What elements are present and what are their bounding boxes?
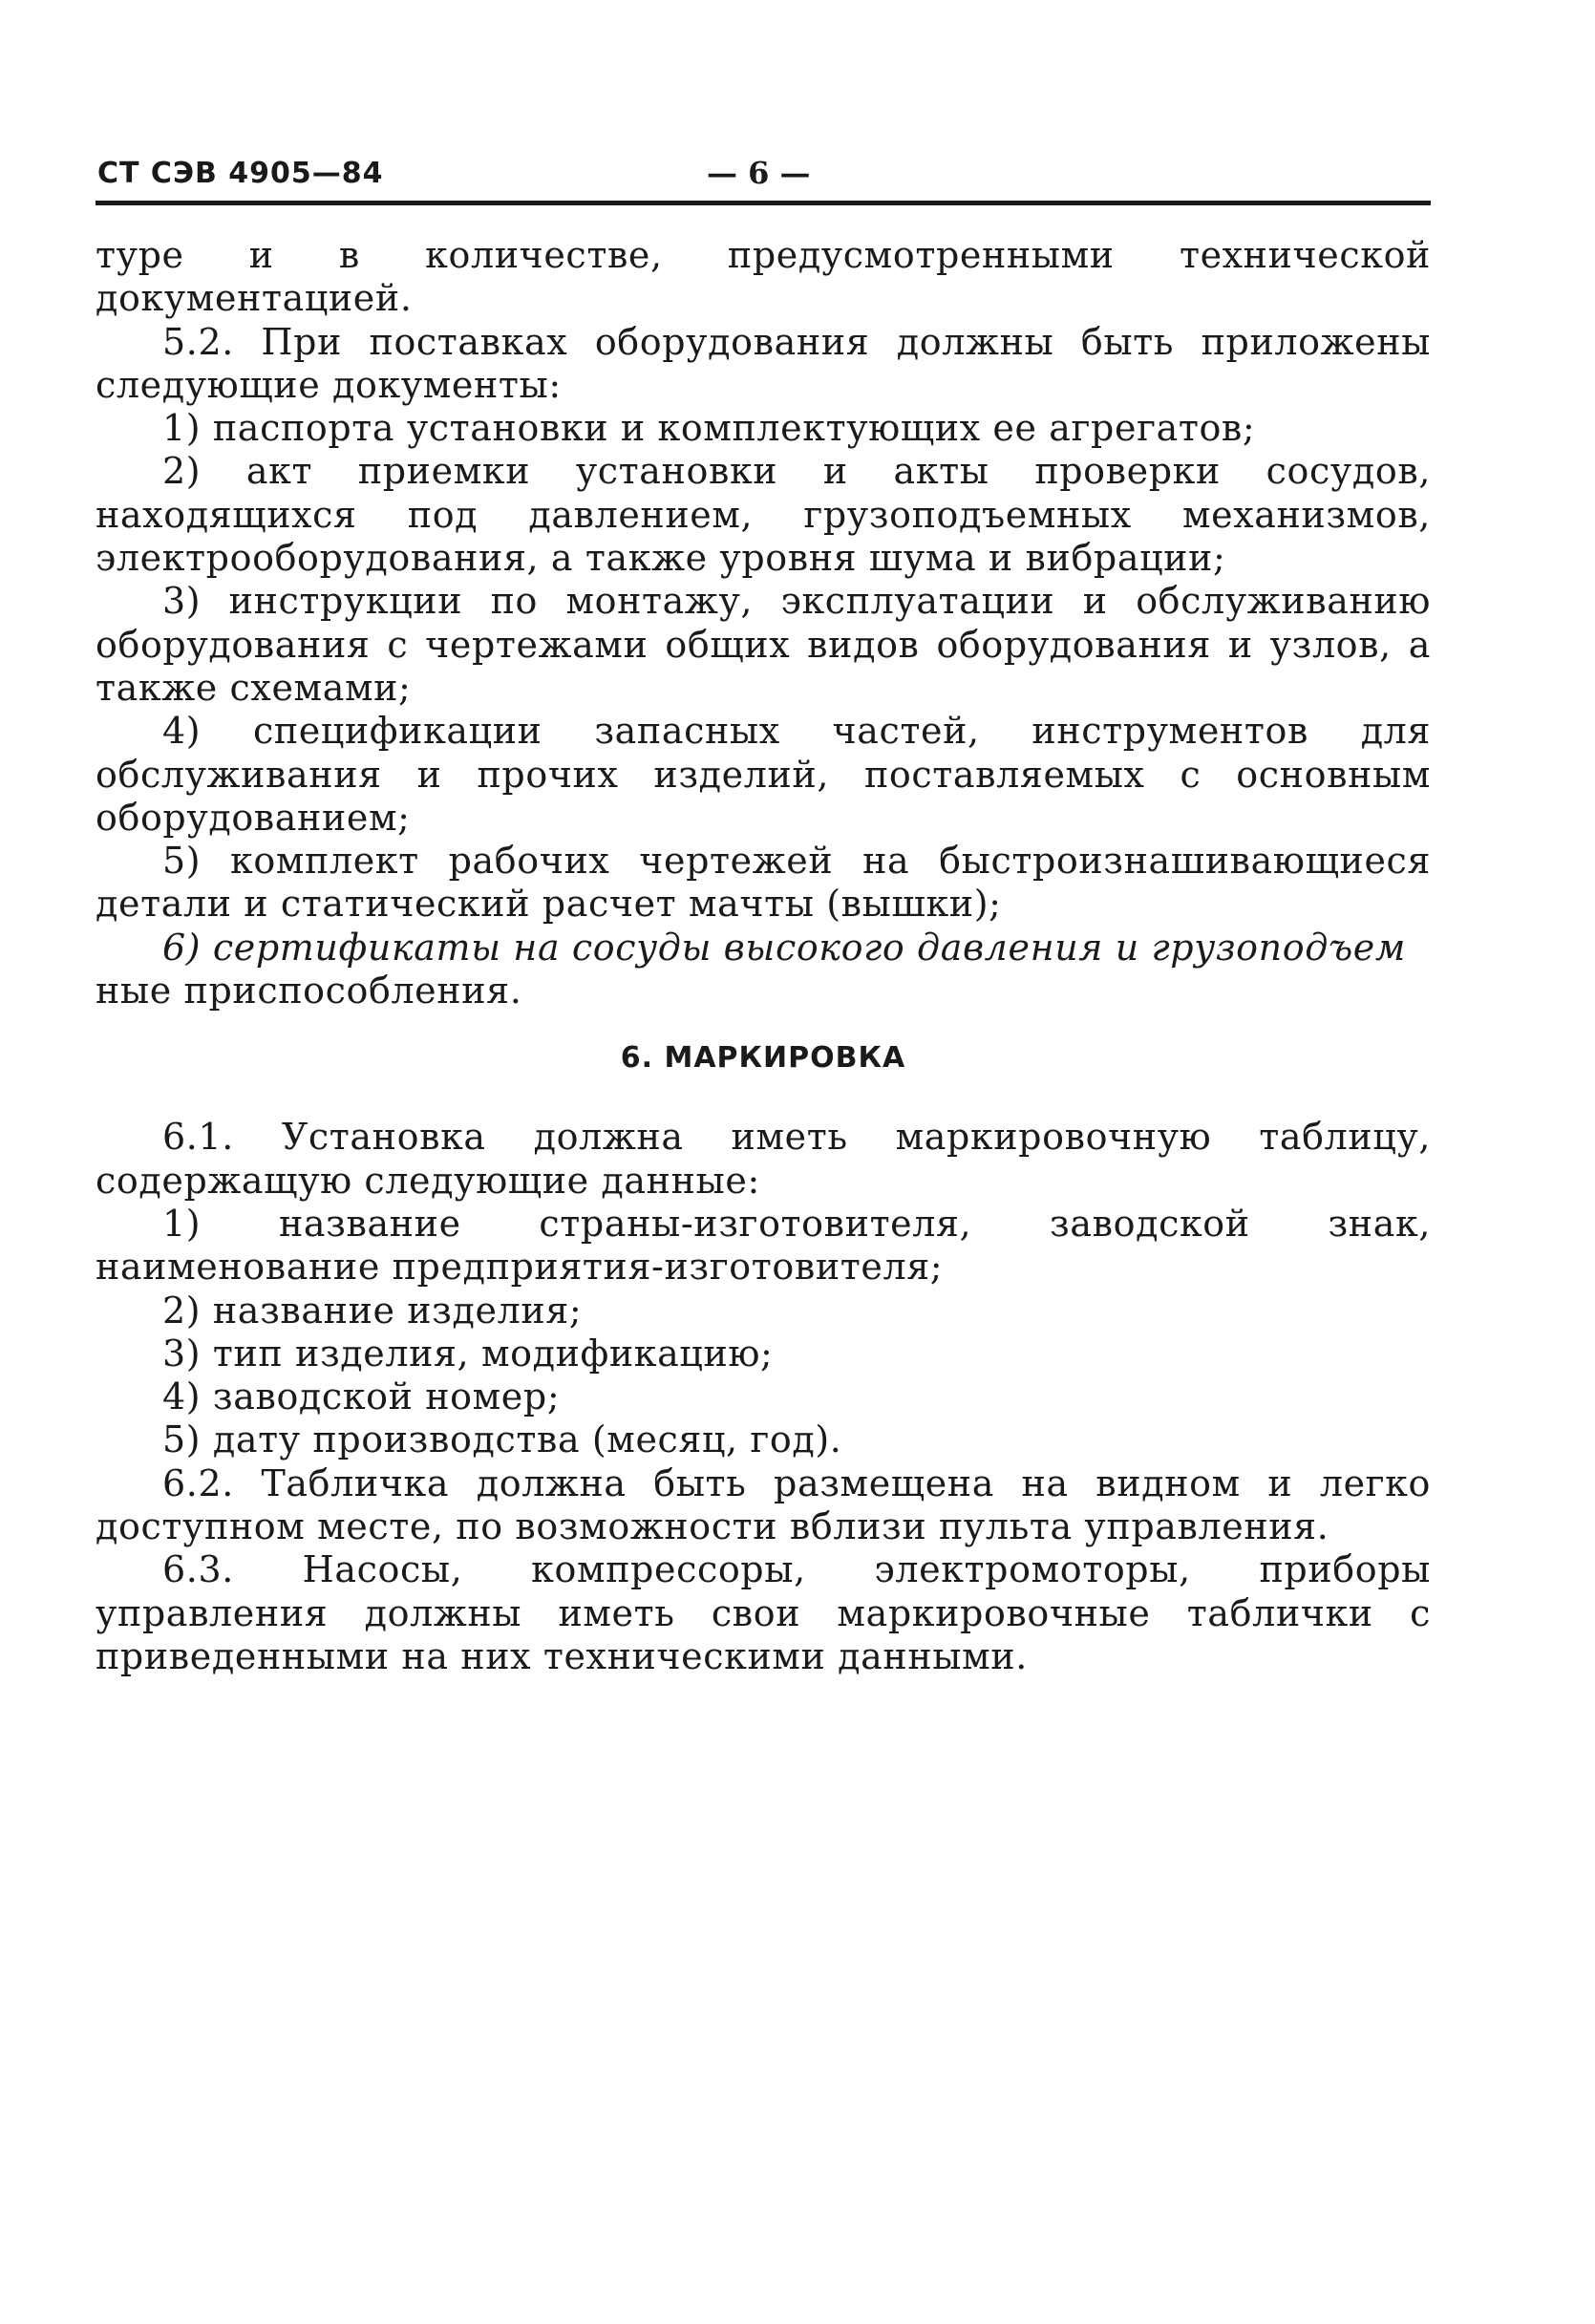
paragraph-5-2: 5.2. При поставках оборудования должны быть приложены следующие документы: xyxy=(96,320,1431,406)
list-item-5-2-4: 4) спецификации запасных частей, инструментов для обслуживания и прочих изделий, поставляемых с основным оборудованием; xyxy=(96,710,1431,839)
list-item-6-1-2: 2) название изделия; xyxy=(162,1289,583,1332)
list-item-5-2-3: 3) инструкции по монтажу, эксплуатации и обслуживанию оборудования с чертежами общих видов оборудования и узлов, а также схемами; xyxy=(96,580,1431,709)
list-item-6-1-5: 5) дату производства (месяц, год). xyxy=(162,1418,842,1461)
page-number: — 6 — xyxy=(707,155,811,191)
page-header xyxy=(96,143,1433,201)
list-item-5-2-2: 2) акт приемки установки и акты проверки сосудов, находящихся под давлением, грузоподъемных механизмов, электрооборудования, а также уровня шума и вибрации; xyxy=(96,450,1431,580)
document-page xyxy=(96,143,1433,1677)
document-body xyxy=(96,234,1431,1678)
paragraph-6-2: 6.2. Табличка должна быть размещена на видном и легко доступном месте, по возможности вблизи пульта управления. xyxy=(96,1461,1431,1548)
header-rule xyxy=(96,201,1431,205)
list-item-5-2-1: 1) паспорта установки и комплектующих ее агрегатов; xyxy=(162,407,1256,450)
list-item-5-2-6 xyxy=(96,927,1431,1013)
list-item-6-1-4: 4) заводской номер; xyxy=(162,1375,561,1418)
continuation-paragraph: туре и в количестве, предусмотренными технической документацией. xyxy=(96,234,1431,320)
list-item-6-1-1: 1) название страны-изготовителя, заводской знак, наименование предприятия-изготовителя; xyxy=(96,1202,1431,1289)
list-item-6-1-3: 3) тип изделия, модификацию; xyxy=(162,1332,774,1375)
handwritten-text: 6) сертификаты на сосуды высокого давления и грузоподъем xyxy=(162,926,1406,969)
paragraph-6-3: 6.3. Насосы, компрессоры, электромоторы, приборы управления должны иметь свои маркировочные таблички с приведенными на них техническими данными. xyxy=(96,1548,1431,1677)
paragraph-6-1: 6.1. Установка должна иметь маркировочную таблицу, содержащую следующие данные: xyxy=(96,1116,1431,1202)
list-item-5-2-5: 5) комплект рабочих чертежей на быстроизнашивающиеся детали и статический расчет мачты (вышки); xyxy=(96,840,1431,926)
section-title-marking: 6. МАРКИРОВКА xyxy=(620,1041,906,1076)
standard-code: СТ СЭВ 4905—84 xyxy=(97,157,384,190)
list-item-5-2-6-rest: ные приспособления. xyxy=(96,970,522,1013)
